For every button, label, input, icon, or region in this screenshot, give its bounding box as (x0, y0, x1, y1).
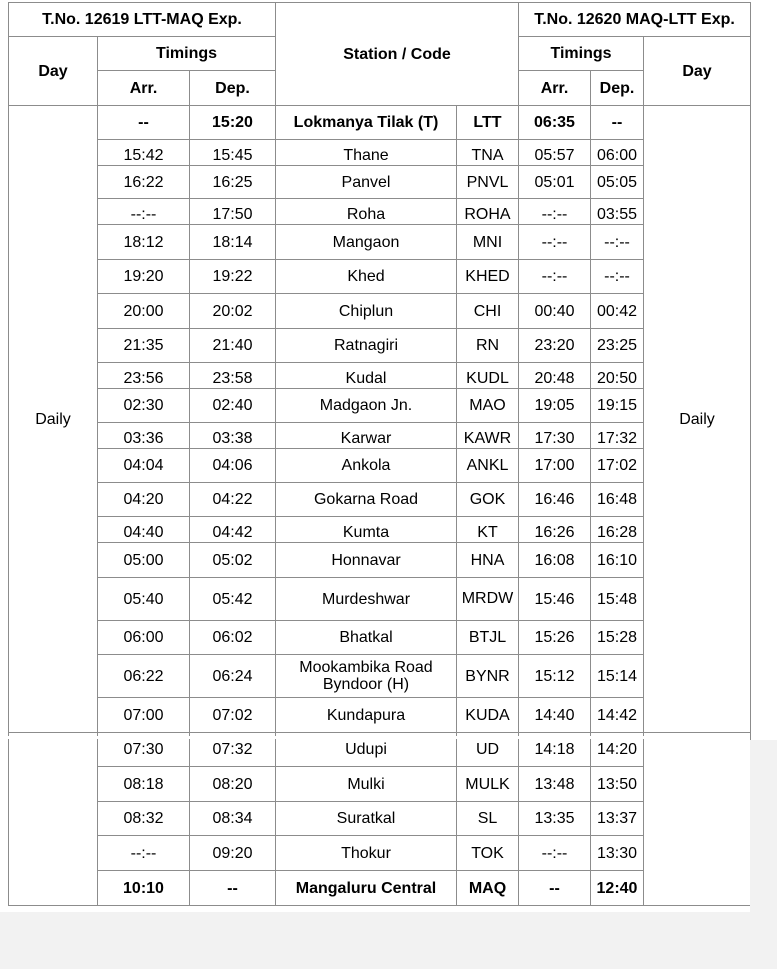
table-row (9, 260, 751, 294)
arrival-time-cell: --:-- (98, 199, 190, 225)
station-name-cell: Honnavar (276, 543, 457, 578)
return-departure-time-cell: -- (591, 106, 644, 140)
station-code-cell: KUDL (457, 363, 519, 389)
table-row (9, 106, 751, 140)
left-arr-header: Arr. (98, 71, 190, 106)
table-row (9, 802, 751, 836)
return-arrival-time-cell: 06:35 (519, 106, 591, 140)
return-departure-time-cell: 17:32 (591, 423, 644, 449)
departure-time-cell: 08:34 (190, 802, 276, 836)
arrival-time-cell: 02:30 (98, 389, 190, 423)
left-day-cell-continued (9, 733, 98, 906)
return-departure-time-cell: 23:25 (591, 329, 644, 363)
station-name-cell: Mookambika Road Byndoor (H) (276, 655, 457, 698)
departure-time-cell: 23:58 (190, 363, 276, 389)
table-row (9, 449, 751, 483)
departure-time-cell: 15:45 (190, 140, 276, 166)
return-arrival-time-cell: 17:30 (519, 423, 591, 449)
return-arrival-time-cell: 15:26 (519, 621, 591, 655)
arrival-time-cell: 06:00 (98, 621, 190, 655)
arrival-time-cell: 16:22 (98, 166, 190, 199)
table-row (9, 389, 751, 423)
left-timings-header: Timings (98, 37, 276, 71)
arrival-time-cell: 23:56 (98, 363, 190, 389)
right-day-cell-continued (644, 733, 751, 906)
departure-time-cell: 20:02 (190, 294, 276, 329)
arrival-time-cell: 07:30 (98, 733, 190, 767)
train-timetable (8, 2, 751, 906)
table-row (9, 655, 751, 698)
departure-time-cell: 15:20 (190, 106, 276, 140)
return-arrival-time-cell: 20:48 (519, 363, 591, 389)
departure-time-cell: 07:02 (190, 698, 276, 733)
station-code-header: Station / Code (276, 3, 519, 106)
left-train-title: T.No. 12619 LTT-MAQ Exp. (9, 3, 276, 37)
left-dep-header: Dep. (190, 71, 276, 106)
station-code-cell: KAWR (457, 423, 519, 449)
arrival-time-cell: -- (98, 106, 190, 140)
return-arrival-time-cell: -- (519, 871, 591, 906)
departure-time-cell: 16:25 (190, 166, 276, 199)
right-day-cell: Daily (644, 106, 751, 733)
arrival-time-cell: 19:20 (98, 260, 190, 294)
table-row (9, 871, 751, 906)
table-row (9, 329, 751, 363)
arrival-time-cell: 18:12 (98, 225, 190, 260)
station-name-cell: Khed (276, 260, 457, 294)
station-name-cell: Karwar (276, 423, 457, 449)
return-arrival-time-cell: 16:26 (519, 517, 591, 543)
departure-time-cell: 06:02 (190, 621, 276, 655)
table-row (9, 363, 751, 389)
return-departure-time-cell: 16:48 (591, 483, 644, 517)
return-departure-time-cell: 13:37 (591, 802, 644, 836)
station-code-cell: ROHA (457, 199, 519, 225)
return-arrival-time-cell: --:-- (519, 260, 591, 294)
return-departure-time-cell: 17:02 (591, 449, 644, 483)
station-code-cell: TNA (457, 140, 519, 166)
station-name-cell: Roha (276, 199, 457, 225)
station-name-cell: Gokarna Road (276, 483, 457, 517)
departure-time-cell: 03:38 (190, 423, 276, 449)
arrival-time-cell: 21:35 (98, 329, 190, 363)
arrival-time-cell: 08:18 (98, 767, 190, 802)
arrival-time-cell: 06:22 (98, 655, 190, 698)
departure-time-cell: 04:42 (190, 517, 276, 543)
page-edge (750, 740, 777, 912)
station-name-cell: Udupi (276, 733, 457, 767)
station-name-cell: Panvel (276, 166, 457, 199)
return-departure-time-cell: 12:40 (591, 871, 644, 906)
station-code-cell: MNI (457, 225, 519, 260)
table-row (9, 140, 751, 166)
right-timings-header: Timings (519, 37, 644, 71)
station-code-cell: GOK (457, 483, 519, 517)
departure-time-cell: -- (190, 871, 276, 906)
station-name-cell: Mangaon (276, 225, 457, 260)
departure-time-cell: 21:40 (190, 329, 276, 363)
return-arrival-time-cell: --:-- (519, 199, 591, 225)
timetable-body (9, 106, 751, 906)
return-departure-time-cell: 13:30 (591, 836, 644, 871)
return-arrival-time-cell: 16:08 (519, 543, 591, 578)
return-departure-time-cell: 15:14 (591, 655, 644, 698)
station-name-cell: Chiplun (276, 294, 457, 329)
table-row (9, 225, 751, 260)
return-arrival-time-cell: 00:40 (519, 294, 591, 329)
table-row (9, 294, 751, 329)
return-departure-time-cell: 14:42 (591, 698, 644, 733)
station-code-cell: PNVL (457, 166, 519, 199)
station-code-cell: KT (457, 517, 519, 543)
station-name-cell: Thane (276, 140, 457, 166)
table-row (9, 199, 751, 225)
arrival-time-cell: 20:00 (98, 294, 190, 329)
station-code-cell: MAO (457, 389, 519, 423)
return-arrival-time-cell: 14:40 (519, 698, 591, 733)
station-code-cell: ANKL (457, 449, 519, 483)
station-code-cell: SL (457, 802, 519, 836)
station-name-cell: Ratnagiri (276, 329, 457, 363)
station-name-cell: Mulki (276, 767, 457, 802)
return-arrival-time-cell: 15:12 (519, 655, 591, 698)
left-day-cell: Daily (9, 106, 98, 733)
return-departure-time-cell: 13:50 (591, 767, 644, 802)
arrival-time-cell: 08:32 (98, 802, 190, 836)
station-code-cell: MRDW (457, 578, 519, 621)
return-arrival-time-cell: 13:48 (519, 767, 591, 802)
arrival-time-cell: 03:36 (98, 423, 190, 449)
return-departure-time-cell: 16:28 (591, 517, 644, 543)
return-departure-time-cell: 14:20 (591, 733, 644, 767)
return-arrival-time-cell: 05:57 (519, 140, 591, 166)
departure-time-cell: 04:22 (190, 483, 276, 517)
departure-time-cell: 02:40 (190, 389, 276, 423)
arrival-time-cell: 04:20 (98, 483, 190, 517)
station-code-cell: UD (457, 733, 519, 767)
table-row (9, 423, 751, 449)
return-departure-time-cell: 20:50 (591, 363, 644, 389)
return-departure-time-cell: 05:05 (591, 166, 644, 199)
station-code-cell: MULK (457, 767, 519, 802)
station-name-cell: Kumta (276, 517, 457, 543)
station-name-cell: Suratkal (276, 802, 457, 836)
station-name-cell: Thokur (276, 836, 457, 871)
table-row (9, 836, 751, 871)
station-code-cell: CHI (457, 294, 519, 329)
departure-time-cell: 06:24 (190, 655, 276, 698)
departure-time-cell: 09:20 (190, 836, 276, 871)
station-code-cell: RN (457, 329, 519, 363)
return-departure-time-cell: 03:55 (591, 199, 644, 225)
return-departure-time-cell: 00:42 (591, 294, 644, 329)
station-name-cell: Kundapura (276, 698, 457, 733)
return-arrival-time-cell: 16:46 (519, 483, 591, 517)
page-break-gap (8, 736, 750, 739)
return-arrival-time-cell: 17:00 (519, 449, 591, 483)
return-arrival-time-cell: --:-- (519, 836, 591, 871)
station-name-cell: Bhatkal (276, 621, 457, 655)
station-code-cell: LTT (457, 106, 519, 140)
departure-time-cell: 07:32 (190, 733, 276, 767)
table-row (9, 483, 751, 517)
return-departure-time-cell: --:-- (591, 260, 644, 294)
station-code-cell: KUDA (457, 698, 519, 733)
left-day-header: Day (9, 37, 98, 106)
arrival-time-cell: --:-- (98, 836, 190, 871)
station-name-cell: Ankola (276, 449, 457, 483)
table-row (9, 621, 751, 655)
station-name-cell: Kudal (276, 363, 457, 389)
return-departure-time-cell: 16:10 (591, 543, 644, 578)
departure-time-cell: 05:42 (190, 578, 276, 621)
station-name-cell: Mangaluru Central (276, 871, 457, 906)
departure-time-cell: 19:22 (190, 260, 276, 294)
table-row (9, 517, 751, 543)
station-code-cell: TOK (457, 836, 519, 871)
table-row (9, 543, 751, 578)
return-arrival-time-cell: 14:18 (519, 733, 591, 767)
return-arrival-time-cell: 15:46 (519, 578, 591, 621)
departure-time-cell: 17:50 (190, 199, 276, 225)
station-name-cell: Murdeshwar (276, 578, 457, 621)
departure-time-cell: 18:14 (190, 225, 276, 260)
table-row (9, 166, 751, 199)
arrival-time-cell: 10:10 (98, 871, 190, 906)
return-arrival-time-cell: 23:20 (519, 329, 591, 363)
table-row (9, 698, 751, 733)
arrival-time-cell: 15:42 (98, 140, 190, 166)
departure-time-cell: 04:06 (190, 449, 276, 483)
return-departure-time-cell: 06:00 (591, 140, 644, 166)
page-background (0, 912, 777, 969)
right-arr-header: Arr. (519, 71, 591, 106)
station-code-cell: HNA (457, 543, 519, 578)
timetable-header (9, 3, 751, 106)
arrival-time-cell: 04:40 (98, 517, 190, 543)
return-arrival-time-cell: 19:05 (519, 389, 591, 423)
return-departure-time-cell: 19:15 (591, 389, 644, 423)
return-arrival-time-cell: --:-- (519, 225, 591, 260)
station-name-cell: Madgaon Jn. (276, 389, 457, 423)
right-dep-header: Dep. (591, 71, 644, 106)
station-code-cell: MAQ (457, 871, 519, 906)
station-code-cell: KHED (457, 260, 519, 294)
arrival-time-cell: 07:00 (98, 698, 190, 733)
arrival-time-cell: 05:00 (98, 543, 190, 578)
return-arrival-time-cell: 13:35 (519, 802, 591, 836)
departure-time-cell: 05:02 (190, 543, 276, 578)
table-row (9, 767, 751, 802)
departure-time-cell: 08:20 (190, 767, 276, 802)
arrival-time-cell: 04:04 (98, 449, 190, 483)
station-code-cell: BYNR (457, 655, 519, 698)
right-day-header: Day (644, 37, 751, 106)
return-arrival-time-cell: 05:01 (519, 166, 591, 199)
table-row (9, 578, 751, 621)
station-name-cell: Lokmanya Tilak (T) (276, 106, 457, 140)
right-train-title: T.No. 12620 MAQ-LTT Exp. (519, 3, 751, 37)
return-departure-time-cell: 15:28 (591, 621, 644, 655)
return-departure-time-cell: --:-- (591, 225, 644, 260)
arrival-time-cell: 05:40 (98, 578, 190, 621)
station-code-cell: BTJL (457, 621, 519, 655)
return-departure-time-cell: 15:48 (591, 578, 644, 621)
